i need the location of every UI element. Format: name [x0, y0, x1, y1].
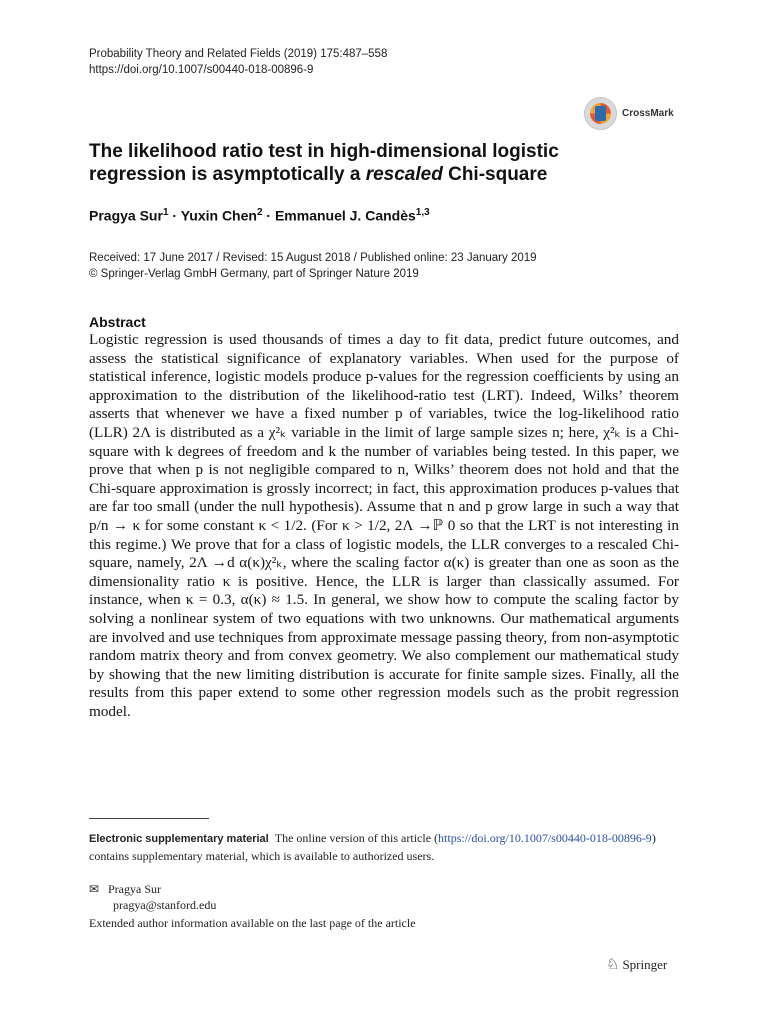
journal-doi[interactable]: https://doi.org/10.1007/s00440-018-00896-9 — [89, 64, 314, 76]
extended-info-note: Extended author information available on the last page of the article — [89, 916, 416, 930]
author-name: Pragya Sur — [89, 207, 163, 224]
author-affiliation: 1,3 — [415, 207, 430, 218]
paper-title: The likelihood ratio test in high-dimensional logistic regression is asymptotically a rescaled Chi-square — [89, 141, 559, 185]
abstract-heading: Abstract — [89, 314, 146, 330]
journal-header — [89, 46, 387, 78]
envelope-icon: ✉ — [89, 882, 100, 896]
springer-horse-icon: ♘ — [606, 957, 620, 973]
crossmark-icon — [584, 97, 617, 130]
abstract-body: Logistic regression is used thousands of times a day to fit data, predict future outcomes, and assess the statistical significance of explanatory variables. When used for the purpose of statistical inference, logistic models produce p-values for the regression coefficients by using an approximation to the distribution of the likelihood-ratio test (LRT). Indeed, Wilks’ theorem asserts that whenever we have a fixed number p of variables, twice the log-likelihood ratio (LLR) 2Λ is distributed as a χ²ₖ variable in the limit of large sample sizes n; here, χ²ₖ is a Chi-square with k degrees of freedom and k the number of variables being tested. In this paper, we prove that when p is not negligible compared to n, Wilks’ theorem does not hold and that the Chi-square approximation is grossly incorrect; in fact, this approximation produces p-values that are far too small (under the null hypothesis). Assume that n and p grow large in such a way that p/n → κ for some constant κ < 1/2. (For κ > 1/2, 2Λ →ℙ 0 so that the LRT is not interesting in this regime.) We prove that for a class of logistic models, the LLR converges to a rescaled Chi-square, namely, 2Λ →d α(κ)χ²ₖ, where the scaling factor α(κ) is greater than one as soon as the dimensionality ratio κ is positive. Hence, the LLR is larger than classically assumed. For instance, when κ = 0.3, α(κ) ≈ 1.5. In general, we show how to compute the scaling factor by solving a nonlinear system of two equations with two unknowns. Our mathematical arguments are involved and use techniques from approximate message passing theory, from non-asymptotic random matrix theory and from convex geometry. We also complement our mathematical study by showing that the new limiting distribution is accurate for finite sample sizes. Finally, all the results from this paper extend to some other regression models such as the probit regression model. — [89, 331, 679, 720]
author-separator: · — [168, 207, 181, 224]
contact-name: Pragya Sur — [108, 882, 161, 896]
crossmark-badge[interactable] — [584, 97, 674, 130]
author-name: Yuxin Chen — [180, 207, 257, 224]
author-separator: · — [262, 207, 275, 224]
crossmark-label: CrossMark — [622, 108, 674, 119]
author-affiliation: 2 — [256, 207, 263, 218]
corresponding-author — [89, 881, 216, 913]
author-name: Emmanuel J. Candès — [274, 207, 416, 224]
copyright-line: © Springer-Verlag GmbH Germany, part of Springer Nature 2019 — [89, 268, 419, 280]
publisher-name: Springer — [622, 956, 668, 972]
supplementary-note: Electronic supplementary material The online version of this article (https://doi.org/10.1007/s00440-018-00896-9) contains supplementary material, which is available to authorized users. — [89, 831, 656, 863]
author-affiliation: 1 — [162, 207, 169, 218]
publication-dates — [89, 250, 689, 282]
contact-email[interactable]: pragya@stanford.edu — [113, 898, 217, 912]
history-dates: Received: 17 June 2017 / Revised: 15 August 2018 / Published online: 23 January 2019 — [89, 252, 537, 264]
publisher-logo — [606, 955, 667, 974]
supplementary-label: Electronic supplementary material — [89, 833, 269, 845]
supplementary-link[interactable]: https://doi.org/10.1007/s00440-018-00896-9 — [438, 831, 652, 845]
author-list — [89, 207, 430, 224]
journal-citation: Probability Theory and Related Fields (2019) 175:487–558 — [89, 48, 388, 60]
footnote-divider — [89, 818, 209, 819]
